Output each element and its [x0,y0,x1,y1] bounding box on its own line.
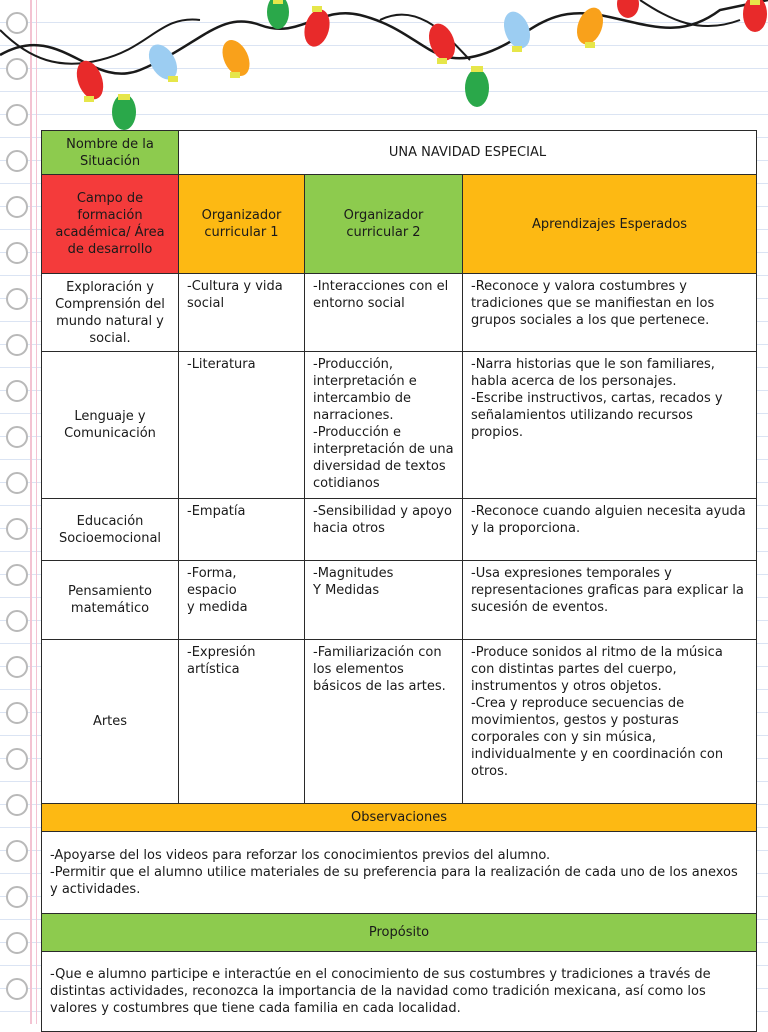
notebook-ring [6,426,28,448]
header-campo: Campo de formación académica/ Área de desarrollo [42,175,179,274]
aprendizajes-cell: -Produce sonidos al ritmo de la música con distintas partes del cuerpo, instrumentos y otros objetos. -Crea y reproduce secuencias de movimientos, gestos y posturas corporales con y sin música, individualmente y en coordinación con otros. [463,640,757,804]
notebook-ring [6,794,28,816]
notebook-margin-line [30,0,32,1024]
bulb-orange-2 [572,4,608,48]
table-row [42,640,757,804]
aprendizajes-cell: -Narra historias que le son familiares, habla acerca de los personajes. -Escribe instructivos, cartas, recados y señalamientos utilizando recursos propios. [463,352,757,499]
campo-cell: Exploración y Comprensión del mundo natural y social. [42,274,179,352]
notebook-ring [6,656,28,678]
notebook-ring [6,518,28,540]
org2-cell: -Interacciones con el entorno social [305,274,463,352]
notebook-ring [6,288,28,310]
table-row [42,561,757,640]
notebook-ring [6,380,28,402]
org2-cell: -Producción, interpretación e intercambio de narraciones. -Producción e interpretación de una diversidad de textos cotidianos [305,352,463,499]
org2-cell: -Sensibilidad y apoyo hacia otros [305,499,463,561]
org2-cell: -Magnitudes Y Medidas [305,561,463,640]
header-organizador-2: Organizador curricular 2 [305,175,463,274]
proposito-header: Propósito [42,914,757,952]
org1-cell: -Forma, espacio y medida [179,561,305,640]
observaciones-header: Observaciones [42,804,757,832]
table-row [42,274,757,352]
notebook-ring [6,978,28,1000]
aprendizajes-cell: -Usa expresiones temporales y representaciones graficas para explicar la sucesión de eventos. [463,561,757,640]
notebook-ring [6,702,28,724]
notebook-ring [6,196,28,218]
aprendizajes-cell: -Reconoce y valora costumbres y tradiciones que se manifiestan en los grupos sociales a los que pertenece. [463,274,757,352]
notebook-ring [6,472,28,494]
notebook-ring [6,334,28,356]
notebook-ring [6,886,28,908]
bulb-green-3 [465,69,489,107]
header-aprendizajes: Aprendizajes Esperados [463,175,757,274]
header-organizador-1: Organizador curricular 1 [179,175,305,274]
notebook-margin-line-inner [36,0,37,1024]
notebook-ring [6,610,28,632]
bulb-red-2 [300,7,333,50]
org1-cell: -Expresión artística [179,640,305,804]
org2-cell: -Familiarización con los elementos básicos de las artes. [305,640,463,804]
notebook-ring [6,242,28,264]
campo-cell: Artes [42,640,179,804]
table-row [42,499,757,561]
org1-cell: -Cultura y vida social [179,274,305,352]
proposito-text: -Que e alumno participe e interactúe en el conocimiento de sus costumbres y tradiciones a través de distintas actividades, reconozca la importancia de la navidad como tradición mexicana, así como los valores y costumbres que tiene cada familia en cada localidad. [42,952,757,1032]
christmas-lights-decoration [0,0,768,130]
planning-table [41,130,757,1032]
org1-cell: -Literatura [179,352,305,499]
notebook-ring [6,748,28,770]
campo-cell: Educación Socioemocional [42,499,179,561]
notebook-ring [6,840,28,862]
bulb-red-4 [617,0,639,18]
bulb-green-2 [267,0,289,29]
campo-cell: Pensamiento matemático [42,561,179,640]
org1-cell: -Empatía [179,499,305,561]
observaciones-text: -Apoyarse del los videos para reforzar los conocimientos previos del alumno. -Permitir que el alumno utilice materiales de su preferencia para la realización de cada uno de los anexos y actividades. [42,832,757,914]
notebook-ring [6,932,28,954]
campo-cell: Lenguaje y Comunicación [42,352,179,499]
notebook-ring [6,150,28,172]
aprendizajes-cell: -Reconoce cuando alguien necesita ayuda y la proporciona. [463,499,757,561]
situation-name-label: Nombre de la Situación [42,131,179,175]
notebook-ring [6,564,28,586]
table-row [42,352,757,499]
situation-name-value: UNA NAVIDAD ESPECIAL [179,131,757,175]
